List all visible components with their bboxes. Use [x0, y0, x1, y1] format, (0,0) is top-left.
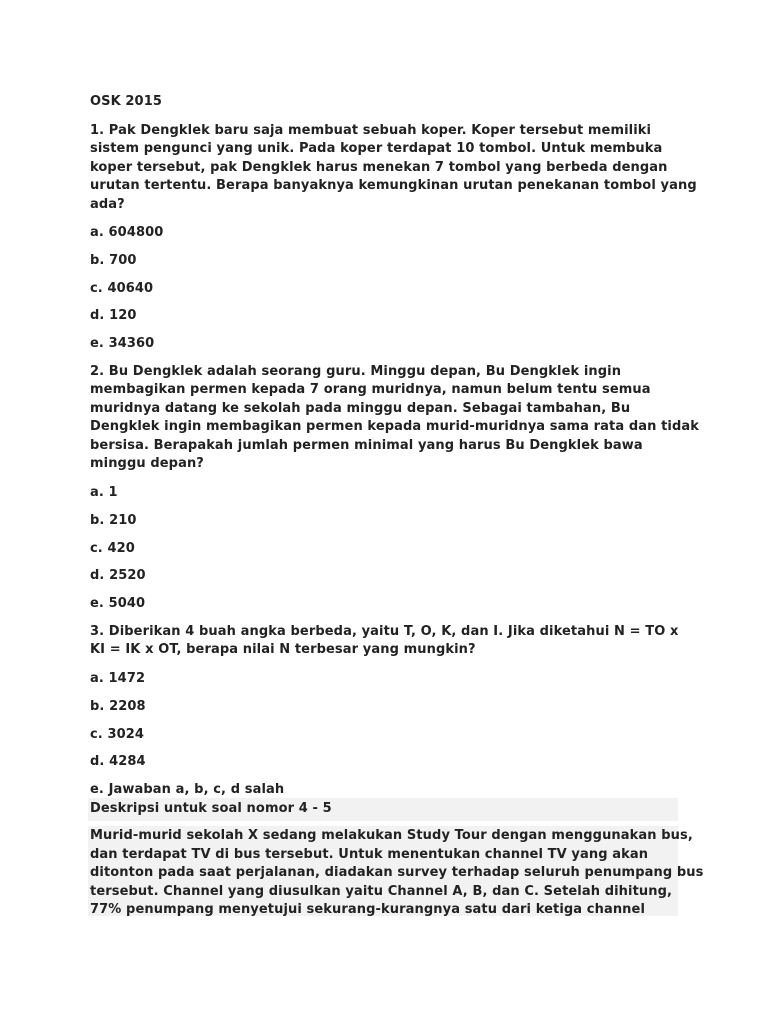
document-title: OSK 2015 — [90, 94, 162, 109]
question-3-option-e: e. Jawaban a, b, c, d salah — [90, 782, 285, 798]
description-line: Murid-murid sekolah X sedang melakukan Study Tour dengan menggunakan bus, — [90, 828, 693, 843]
question-line: urutan tertentu. Berapa banyaknya kemungkinan urutan penekanan tombol yang — [90, 178, 697, 193]
question-line: minggu depan? — [90, 456, 204, 472]
question-line: Dengklek ingin membagikan permen kepada murid-muridnya sama rata dan tidak — [90, 419, 700, 435]
question-2-option-d: d. 2520 — [90, 568, 146, 584]
question-1-option-a: a. 604800 — [90, 225, 164, 240]
description-line: 77% penumpang menyetujui sekurang-kurangnya satu dari ketiga channel — [90, 902, 646, 917]
description-body — [90, 827, 703, 920]
question-line: 1. Pak Dengklek baru saja membuat sebuah koper. Koper tersebut memiliki — [90, 122, 652, 138]
question-3-option-c: c. 3024 — [90, 726, 145, 742]
description-line: tersebut. Channel yang diusulkan yaitu Channel A, B, dan C. Setelah dihitung, — [90, 883, 673, 899]
question-2-option-a: a. 1 — [90, 484, 118, 500]
description-heading: Deskripsi untuk soal nomor 4 - 5 — [90, 801, 332, 816]
question-2-text — [90, 363, 700, 474]
description-line: ditonton pada saat perjalanan, diadakan survey terhadap seluruh penumpang bus — [90, 865, 704, 880]
question-2-option-e: e. 5040 — [90, 596, 146, 612]
question-3-option-a: a. 1472 — [90, 670, 146, 686]
question-1-text — [90, 122, 697, 215]
question-line: bersisa. Berapakah jumlah permen minimal yang harus Bu Dengklek bawa — [90, 437, 643, 453]
question-3-text — [90, 623, 690, 660]
question-line: membagikan permen kepada 7 orang muridnya, namun belum tentu semua — [90, 382, 651, 398]
question-2-option-b: b. 210 — [90, 512, 137, 528]
question-2-option-c: c. 420 — [90, 540, 135, 556]
question-line: 3. Diberikan 4 buah angka berbeda, yaitu T, O, K, dan I. Jika diketahui N = TO x — [90, 623, 679, 639]
question-1-option-c: c. 40640 — [90, 280, 154, 296]
question-line: KI = IK x OT, berapa nilai N terbesar yang mungkin? — [90, 642, 476, 658]
question-3-option-b: b. 2208 — [90, 698, 146, 714]
question-1-option-b: b. 700 — [90, 252, 137, 268]
question-line: ada? — [90, 196, 125, 212]
question-line: sistem pengunci yang unik. Pada koper terdapat 10 tombol. Untuk membuka — [90, 141, 663, 156]
question-line: 2. Bu Dengklek adalah seorang guru. Minggu depan, Bu Dengklek ingin — [90, 363, 622, 379]
question-1-option-e: e. 34360 — [90, 336, 155, 352]
question-line: muridnya datang ke sekolah pada minggu depan. Sebagai tambahan, Bu — [90, 400, 631, 416]
description-line: dan terdapat TV di bus tersebut. Untuk menentukan channel TV yang akan — [90, 846, 649, 862]
document-content — [90, 93, 700, 809]
question-line: koper tersebut, pak Dengklek harus menekan 7 tombol yang berbeda dengan — [90, 159, 668, 175]
question-1-option-d: d. 120 — [90, 308, 137, 324]
question-3-option-d: d. 4284 — [90, 754, 146, 770]
